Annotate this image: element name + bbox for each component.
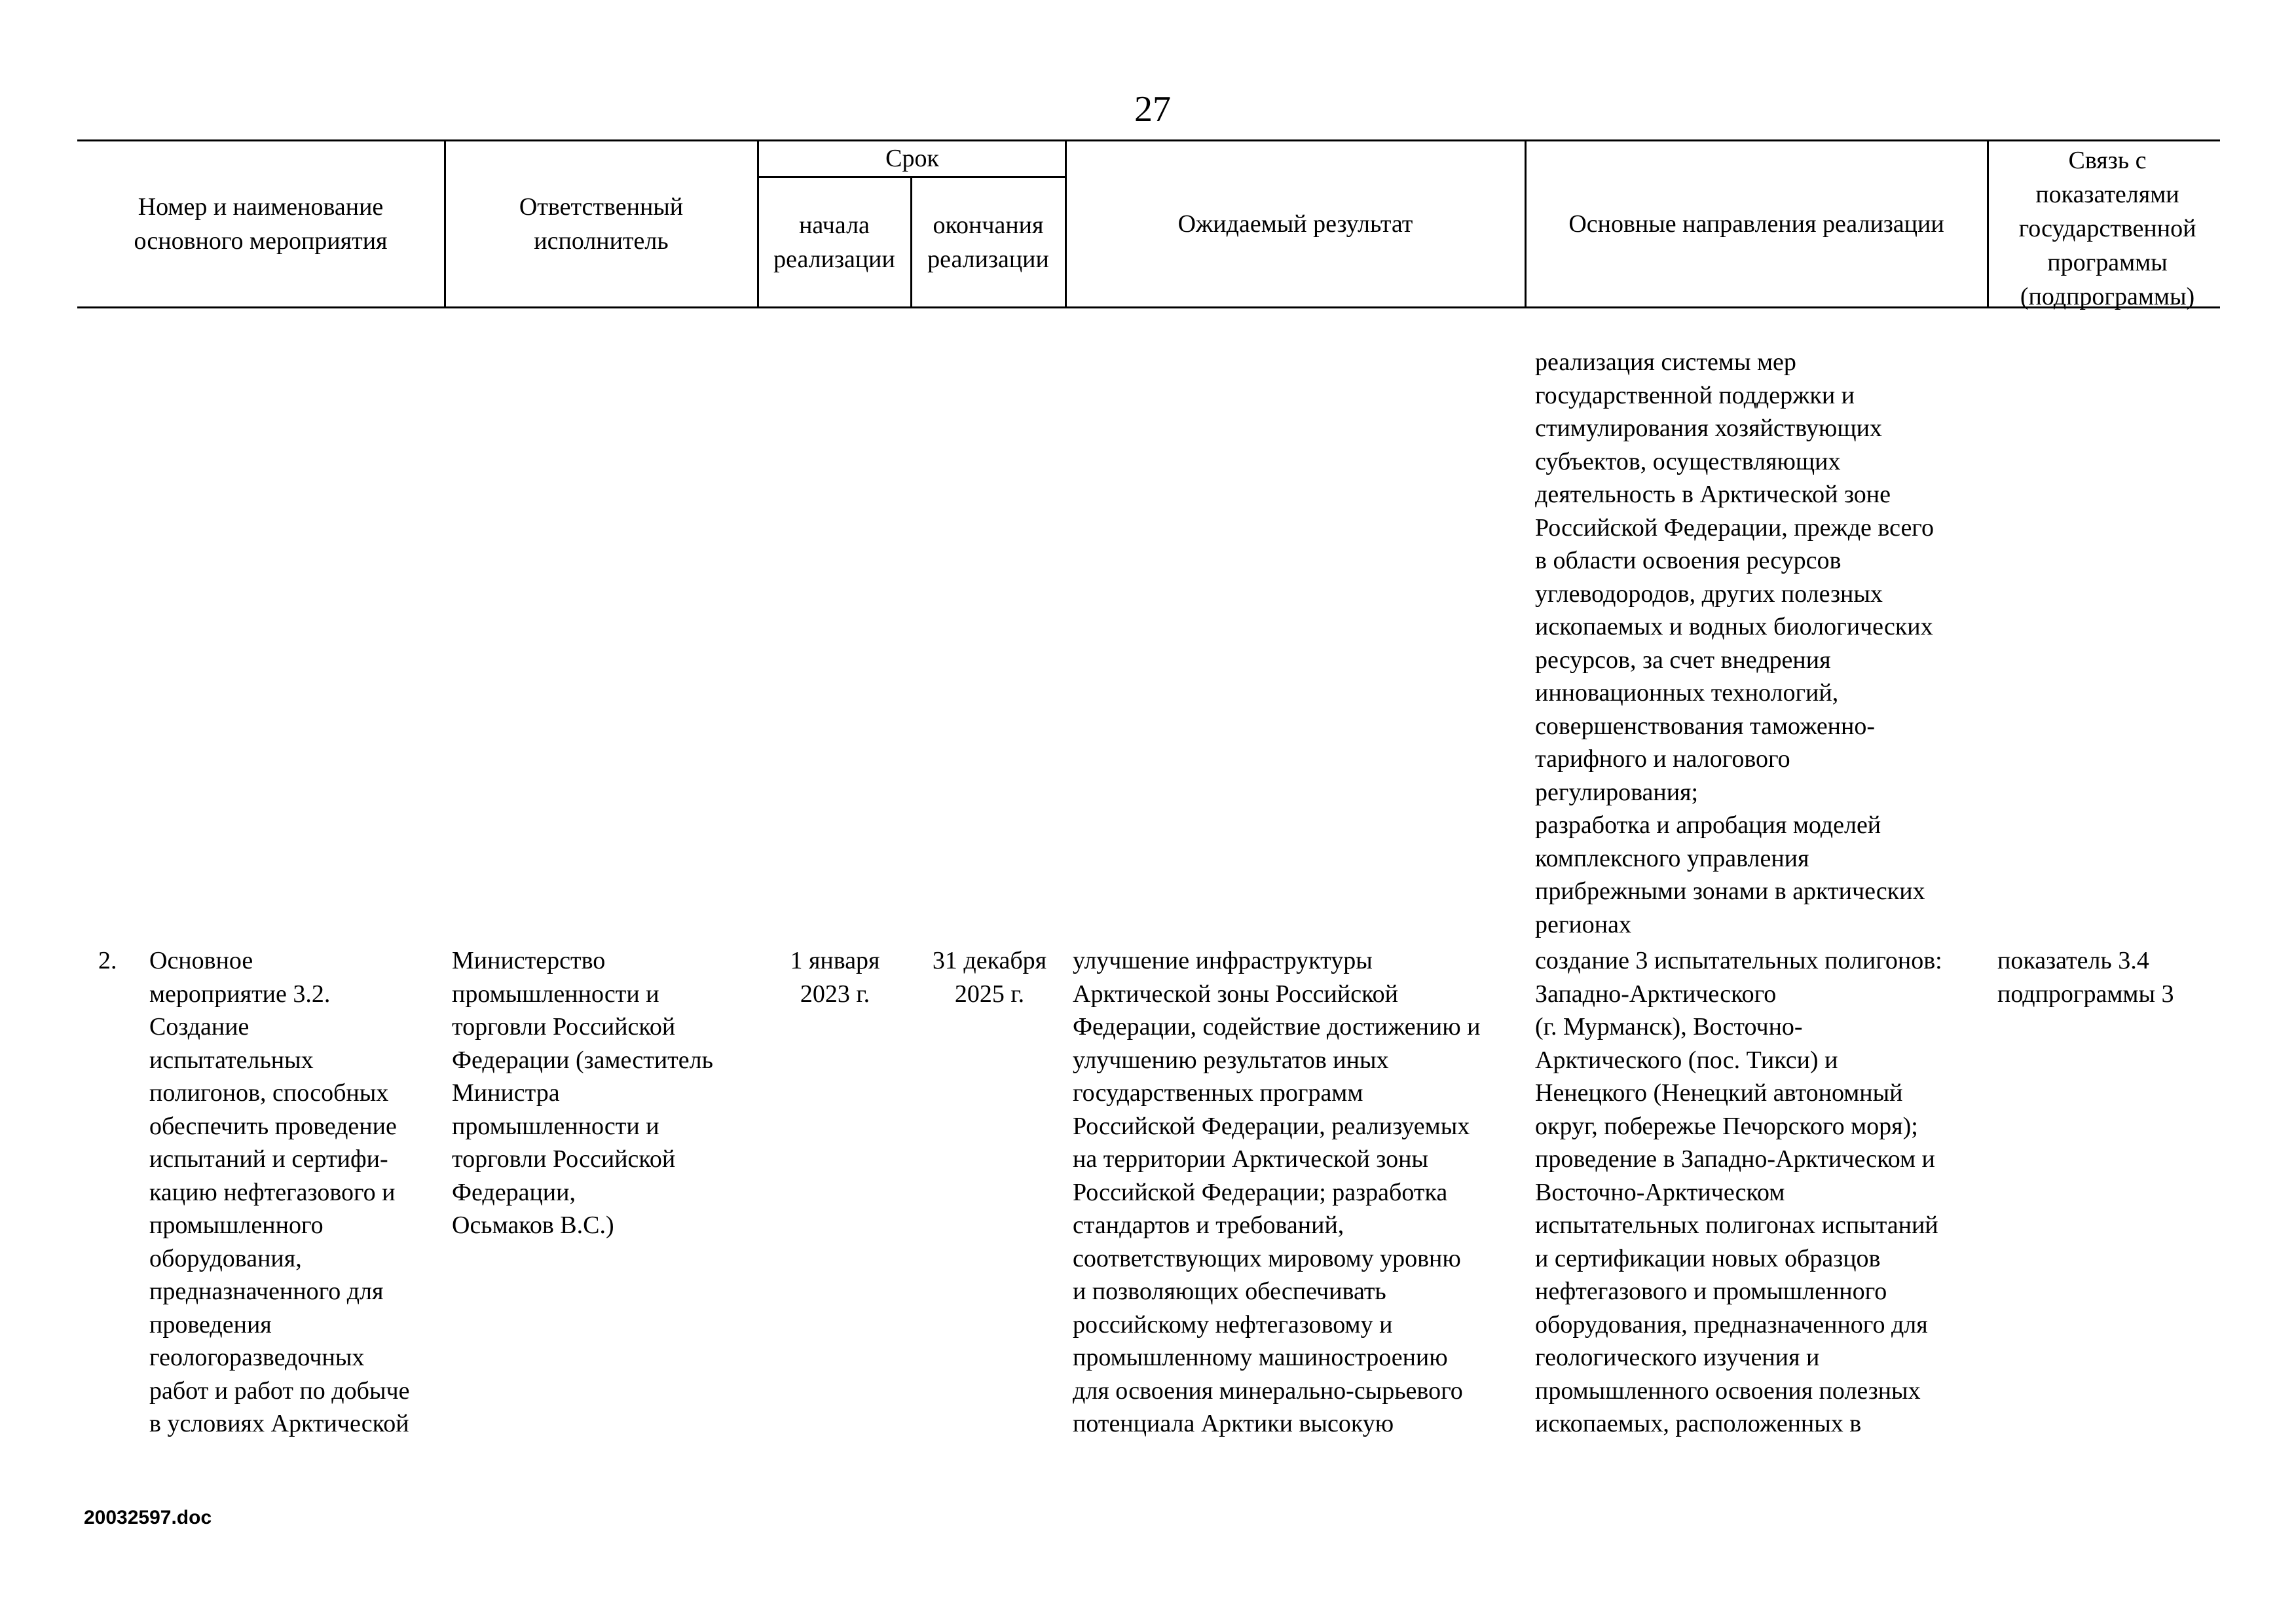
row-number: 2. bbox=[98, 947, 117, 974]
end-date: 31 декабря 2025 г. bbox=[932, 947, 1047, 1008]
document-id: 20032597.doc bbox=[84, 1507, 212, 1528]
header-bottom-border bbox=[77, 306, 2220, 308]
event-name: Основное мероприятие 3.2. Создание испытательных полигонов, способных обеспечить проведение испытаний и сертифи- кацию нефтегазового и промышленного оборудования, предназначенного для проведения геологоразведочных работ и работ по добыче в условиях Арктической bbox=[149, 947, 410, 1437]
header-start: начала реализации bbox=[773, 212, 895, 273]
start-date: 1 января 2023 г. bbox=[790, 947, 880, 1008]
column-divider bbox=[910, 176, 912, 308]
continuation-directions: реализация системы мер государственной поддержки и стимулирования хозяйствующих субъектов, осуществляющих деятельность в Арктической зоне Российской Федерации, прежде всего в области освоения ресурсов углеводородов, других полезных ископаемых и водных биологических ресурсов, за счет внедрения инновационных технологий, совершенствования таможенно- тарифного и налогового регулирования; разработка и апробация моделей комплексного управления прибрежными зонами в арктических регионах bbox=[1535, 348, 1934, 938]
header-end: окончания реализации bbox=[927, 212, 1049, 273]
header-srok: Срок bbox=[885, 145, 939, 172]
indicator-link: показатель 3.4 подпрограммы 3 bbox=[1997, 947, 2174, 1008]
column-divider bbox=[1525, 139, 1527, 308]
expected-result: улучшение инфраструктуры Арктической зоны Российской Федерации, содействие достижению и улучшению результатов иных государственных программ Российской Федерации, реализуемых на территории Арктической зоны Российской Федерации; разработка стандартов и требований, соответствующих мировому уровню и позволяющих обеспечивать российскому нефтегазовому и промышленному машиностроению для освоения минерально-сырьевого потенциала Арктики высокую bbox=[1073, 947, 1481, 1437]
responsible-executor: Министерство промышленности и торговли Российской Федерации (заместитель Министра промышленности и торговли Российской Федерации, Осьмаков В.С.) bbox=[452, 947, 713, 1239]
page-number: 27 bbox=[1134, 89, 1171, 130]
header-indicator-link: Связь с показателями государственной программы (подпрограммы) bbox=[2018, 147, 2196, 310]
column-divider bbox=[757, 139, 759, 308]
main-directions: создание 3 испытательных полигонов: Западно-Арктического (г. Мурманск), Восточно- Арктического (пос. Тикси) и Ненецкого (Ненецкий автономный округ, побережье Печорского моря); проведение в Западно-Арктическом и Восточно-Арктическом испытательных полигонах испытаний и сертификации новых образцов нефтегазового и промышленного оборудования, предназначенного для геологического изучения и промышленного освоения полезных ископаемых, расположенных в bbox=[1535, 947, 1942, 1437]
column-divider bbox=[1065, 139, 1067, 308]
header-expected-result: Ожидаемый результат bbox=[1177, 210, 1413, 238]
column-divider bbox=[444, 139, 446, 308]
header-executor: Ответственный исполнитель bbox=[519, 193, 684, 255]
header-event-name: Номер и наименование основного мероприятия bbox=[134, 193, 388, 255]
header-main-directions: Основные направления реализации bbox=[1568, 210, 1944, 238]
